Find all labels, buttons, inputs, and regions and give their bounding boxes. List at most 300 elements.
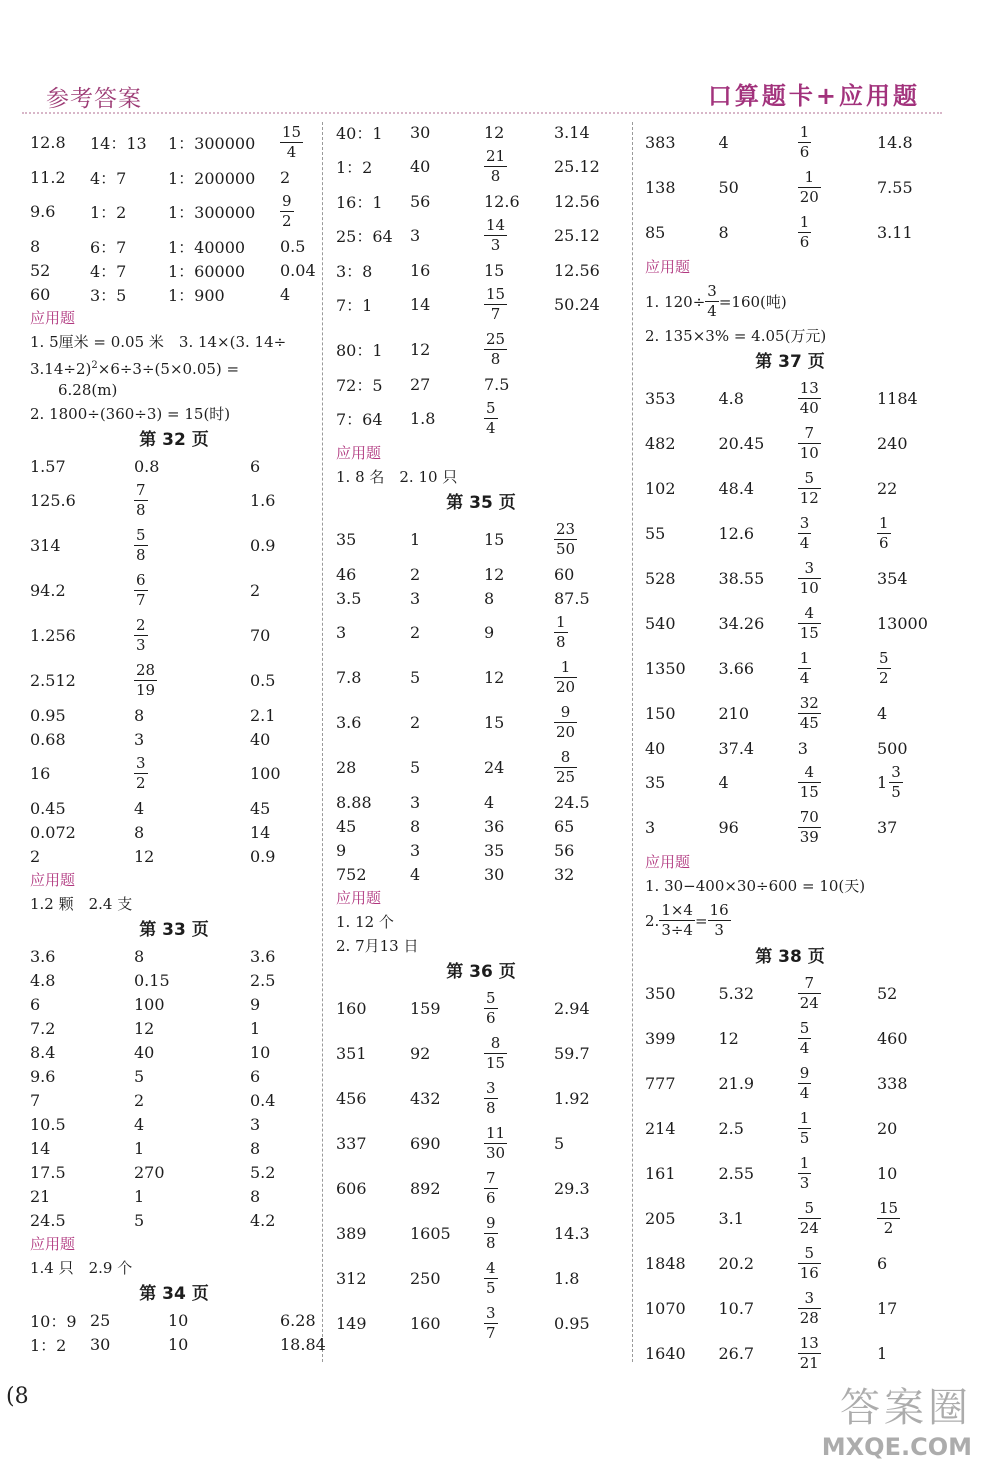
fraction-denominator: 25	[556, 768, 576, 786]
answer-value: 1：40000	[168, 237, 246, 257]
answer-cell	[645, 1119, 718, 1138]
answer-cell	[410, 295, 484, 314]
answer-value: 150	[645, 704, 676, 723]
answer-cell	[336, 530, 410, 549]
answer-cell	[484, 865, 554, 884]
answer-cell	[134, 457, 250, 476]
answer-cell	[168, 200, 280, 223]
answer-value: 5.32	[718, 984, 755, 1003]
answer-value: 1：2	[30, 1335, 67, 1355]
answer-value: 6	[30, 994, 41, 1014]
answer-cell	[798, 1336, 877, 1371]
fraction-denominator: 2	[282, 212, 292, 230]
fraction-numerator: 25	[486, 330, 506, 348]
answer-cell	[410, 1134, 484, 1153]
answer-cell	[90, 1335, 168, 1354]
answer-value: 2.55	[718, 1164, 755, 1183]
fraction-numerator: 1	[556, 613, 566, 631]
fraction-denominator: 15	[486, 1054, 506, 1072]
answer-value: 432	[410, 1089, 441, 1108]
answer-cell	[798, 606, 877, 641]
answer-row	[336, 327, 626, 372]
answer-cell	[645, 178, 718, 197]
answer-cell	[336, 1044, 410, 1063]
fraction	[484, 1261, 498, 1296]
answer-value: 60	[30, 284, 51, 304]
answer-row	[30, 1064, 318, 1088]
answer-cell	[798, 516, 877, 551]
answer-cell	[410, 157, 484, 176]
answer-cell	[484, 841, 554, 860]
answer-cell	[645, 524, 718, 543]
fraction	[798, 471, 821, 506]
answer-cell	[484, 793, 554, 812]
answer-cell	[484, 1171, 554, 1206]
answer-cell	[798, 1156, 877, 1191]
answer-value: 7.55	[877, 178, 913, 197]
answer-value: 354	[877, 569, 908, 588]
section-label: 应用题	[30, 871, 76, 889]
answer-cell	[336, 1179, 410, 1198]
answer-cell	[645, 1344, 718, 1363]
answer-value: 160	[410, 1314, 441, 1333]
answer-cell	[30, 581, 134, 600]
fraction-denominator: 5	[891, 783, 901, 801]
answer-cell	[168, 1311, 280, 1330]
answer-value: 606	[336, 1179, 367, 1198]
answer-value: 13000	[877, 614, 928, 633]
answer-cell	[250, 1043, 318, 1062]
answer-row	[645, 1241, 935, 1286]
answer-value: 3	[410, 588, 421, 608]
answer-value: 2.5	[718, 1119, 744, 1138]
answer-cell	[798, 1066, 877, 1101]
answer-value: 6：7	[90, 237, 127, 257]
answer-cell	[168, 259, 280, 282]
answer-cell	[250, 1187, 318, 1206]
answer-value: 2.1	[250, 705, 276, 725]
answer-cell	[798, 651, 877, 686]
answer-cell	[410, 1044, 484, 1063]
answer-cell	[798, 1021, 877, 1056]
answer-value: 1	[134, 1186, 145, 1206]
answer-value: 12.8	[30, 133, 66, 152]
answer-cell	[554, 1044, 626, 1063]
answer-cell	[336, 1314, 410, 1333]
fraction	[889, 765, 903, 800]
fraction	[798, 125, 812, 160]
answer-value: 16	[410, 260, 431, 280]
answer-cell	[134, 618, 250, 653]
answer-row	[336, 517, 626, 562]
fraction-numerator: 70	[799, 808, 819, 826]
answer-cell	[30, 995, 134, 1014]
answer-value: 3	[134, 729, 145, 749]
fraction	[798, 1066, 812, 1101]
answer-cell	[484, 758, 554, 777]
answer-cell	[554, 565, 626, 584]
answer-cell	[718, 1254, 797, 1273]
answer-cell	[484, 149, 554, 184]
fraction	[484, 1036, 507, 1071]
fraction-denominator: 20	[556, 678, 576, 696]
answer-row	[645, 556, 935, 601]
answer-row	[645, 760, 935, 805]
answer-cell	[877, 1254, 935, 1273]
answer-value: 28	[336, 758, 357, 777]
fraction	[798, 651, 812, 686]
fraction-numerator: 15	[282, 123, 302, 141]
fraction-denominator: 4	[286, 143, 297, 161]
answer-cell	[280, 237, 318, 256]
fraction	[798, 696, 821, 731]
fraction-denominator: 2	[879, 669, 889, 687]
answer-value: 8	[134, 822, 145, 842]
answer-cell	[134, 483, 250, 518]
answer-cell	[250, 730, 318, 749]
answer-cell	[336, 407, 410, 430]
answer-cell	[336, 224, 410, 247]
answer-cell	[30, 626, 134, 645]
answer-cell	[134, 1187, 250, 1206]
answer-row	[645, 1016, 935, 1061]
answer-cell	[410, 793, 484, 812]
answer-cell	[168, 166, 280, 189]
fraction-denominator: 8	[486, 1234, 496, 1252]
page-number-title: 第 33 页	[139, 920, 209, 940]
answer-value: 72：5	[336, 375, 383, 395]
answer-value: 138	[645, 178, 676, 197]
answer-cell	[554, 1134, 626, 1153]
answer-cell	[280, 194, 318, 229]
fraction-denominator: 39	[799, 828, 819, 846]
answer-value: 0.95	[554, 1314, 590, 1333]
page-number-title: 第 37 页	[755, 352, 825, 372]
fraction	[705, 284, 719, 319]
answer-cell	[877, 818, 935, 837]
answer-cell	[877, 569, 935, 588]
answer-row	[645, 376, 935, 421]
answer-row	[30, 944, 318, 968]
column-divider-2	[632, 122, 633, 1362]
answer-cell	[484, 991, 554, 1026]
answer-value: 55	[645, 524, 666, 543]
answer-cell	[484, 1216, 554, 1251]
answer-value: 14	[30, 1138, 51, 1158]
answer-value: 0.5	[250, 671, 276, 690]
fraction-denominator: 3	[490, 236, 501, 254]
answer-value: 38.55	[718, 569, 765, 588]
fraction-numerator: 28	[136, 661, 156, 679]
fraction-numerator: 13	[799, 379, 819, 397]
solution-line	[336, 934, 626, 958]
answer-cell	[484, 668, 554, 687]
answer-value: 12	[134, 1018, 155, 1038]
solution-text: 6.28(m)	[58, 381, 118, 399]
fraction	[798, 810, 821, 845]
answer-row	[645, 1286, 935, 1331]
fraction	[484, 991, 498, 1026]
answer-value: 482	[645, 434, 676, 453]
answer-value: 85	[645, 223, 666, 242]
fraction-denominator: 7	[490, 305, 501, 323]
answer-cell	[645, 1209, 718, 1228]
solution-text: 1.2 颗 2.4 支	[30, 895, 133, 913]
answer-cell	[645, 659, 718, 678]
answer-cell	[30, 133, 90, 152]
answer-cell	[134, 1211, 250, 1230]
answer-value: 161	[645, 1164, 676, 1183]
answer-value: 159	[410, 999, 441, 1018]
answer-value: 2.	[645, 911, 660, 930]
answer-value: 4	[718, 133, 729, 152]
answer-value: 752	[336, 864, 367, 884]
answer-value: 80：1	[336, 341, 383, 360]
answer-cell	[554, 793, 626, 812]
answer-cell	[718, 1029, 797, 1048]
answer-value: 337	[336, 1134, 367, 1153]
answer-cell	[336, 758, 410, 777]
answer-cell	[250, 457, 318, 476]
answer-cell	[645, 1074, 718, 1093]
answer-cell	[645, 773, 718, 792]
answer-value: 92	[410, 1044, 431, 1063]
answer-cell	[645, 1029, 718, 1048]
fraction-denominator: 10	[799, 579, 819, 597]
fraction-denominator: 50	[556, 540, 576, 558]
answer-value: 24	[484, 758, 505, 777]
header-title-left: 参考答案	[46, 86, 142, 112]
answer-value: 6	[250, 1066, 261, 1086]
answer-row	[645, 1061, 935, 1106]
answer-cell	[250, 1067, 318, 1086]
answer-cell	[336, 713, 410, 732]
solution-line	[645, 324, 935, 348]
answer-row	[336, 838, 626, 862]
answer-cell	[798, 471, 877, 506]
answer-cell	[554, 660, 626, 695]
answer-value: 383	[645, 133, 676, 152]
answer-row	[30, 751, 318, 796]
answer-row	[336, 655, 626, 700]
solution-text: 2. 135×3% = 4.05(万元)	[645, 327, 827, 345]
answer-value: 1：60000	[168, 261, 246, 281]
answer-cell	[484, 218, 554, 253]
answer-row	[336, 1076, 626, 1121]
answer-cell	[798, 976, 877, 1011]
answer-row	[645, 1151, 935, 1196]
answer-value: 690	[410, 1134, 441, 1153]
answer-row	[30, 796, 318, 820]
answer-cell	[484, 589, 554, 608]
answer-cell	[250, 1019, 318, 1038]
answer-value: 7：64	[336, 410, 383, 429]
answer-cell	[484, 1036, 554, 1071]
solution-line	[30, 378, 318, 402]
answer-cell	[30, 1139, 134, 1158]
answer-value: 160	[336, 999, 367, 1018]
answer-cell	[30, 491, 134, 510]
answer-cell	[554, 192, 626, 211]
solution-text: 3.14÷2)	[30, 360, 92, 378]
answer-cell	[645, 739, 718, 758]
answer-cell	[645, 434, 718, 453]
answer-value: 11.2	[30, 167, 66, 187]
answer-column-2	[336, 120, 626, 1346]
answer-row	[336, 1121, 626, 1166]
answer-row	[30, 1308, 318, 1332]
answer-value: 3.11	[877, 223, 913, 242]
answer-value: 20	[877, 1119, 898, 1138]
answer-cell	[250, 995, 318, 1014]
answer-cell	[718, 614, 797, 633]
answer-value: 15	[484, 260, 505, 280]
answer-cell	[554, 817, 626, 836]
answer-cell	[30, 799, 134, 818]
answer-value: 8	[134, 946, 145, 966]
answer-row	[336, 1166, 626, 1211]
answer-cell	[877, 434, 935, 453]
fraction	[134, 483, 148, 518]
fraction-numerator: 9	[282, 192, 292, 210]
answer-column-3	[645, 120, 935, 1376]
answer-cell	[336, 293, 410, 316]
fraction	[554, 660, 577, 695]
answer-cell	[798, 1201, 877, 1236]
fraction-denominator: 21	[799, 1354, 819, 1372]
answer-value: 1	[134, 1138, 145, 1158]
answer-value: 1. 120÷	[645, 292, 706, 311]
answer-value: 25	[90, 1310, 111, 1330]
answer-cell	[410, 841, 484, 860]
fraction	[798, 1111, 812, 1146]
answer-cell	[134, 1163, 250, 1182]
answer-value: 3	[645, 818, 656, 837]
fraction	[798, 976, 821, 1011]
fraction	[554, 522, 577, 557]
fraction	[798, 561, 821, 596]
answer-row	[30, 703, 318, 727]
answer-value: 10.7	[718, 1299, 755, 1318]
answer-cell	[877, 765, 935, 800]
answer-cell	[410, 1269, 484, 1288]
fraction-numerator: 3	[136, 754, 146, 772]
fraction-denominator: 4	[799, 1084, 810, 1102]
answer-value: 5	[134, 1210, 145, 1230]
answer-cell	[798, 1246, 877, 1281]
answer-cell	[30, 1187, 134, 1206]
answer-value: 12	[718, 1029, 739, 1048]
watermark	[822, 1376, 972, 1461]
answer-value: 1070	[645, 1299, 686, 1318]
answer-value: 2	[30, 846, 41, 866]
answer-value: 0.4	[250, 1090, 276, 1110]
fraction-numerator: 1	[879, 514, 889, 532]
answer-cell	[410, 565, 484, 584]
fraction	[798, 1246, 821, 1281]
answer-cell	[30, 1211, 134, 1230]
answer-cell	[336, 190, 410, 213]
answer-cell	[168, 131, 280, 154]
answer-value: 3：5	[90, 285, 127, 305]
fraction	[134, 663, 157, 698]
answer-value: 3	[336, 623, 347, 642]
answer-value: 4	[718, 773, 729, 792]
answer-cell	[134, 947, 250, 966]
answer-value: 5	[554, 1134, 565, 1153]
answer-cell	[645, 133, 718, 152]
fraction-numerator: 4	[804, 604, 815, 622]
answer-value: 2	[280, 167, 291, 187]
answer-cell	[280, 125, 318, 160]
fraction-denominator: 20	[556, 723, 576, 741]
fraction-numerator: 15	[879, 1199, 899, 1217]
answer-cell	[484, 192, 554, 211]
answer-value: 3	[410, 840, 421, 860]
fraction-denominator: 4	[799, 534, 810, 552]
answer-cell	[410, 261, 484, 280]
answer-value: 10：9	[30, 1311, 77, 1331]
answer-row	[645, 421, 935, 466]
fraction	[877, 516, 891, 551]
answer-cell	[280, 168, 318, 187]
answer-cell	[484, 375, 554, 394]
answer-cell	[718, 739, 797, 758]
answer-cell	[798, 125, 877, 160]
fraction-numerator: 16	[709, 901, 729, 919]
answer-cell	[30, 1333, 90, 1356]
answer-value: 70	[250, 626, 271, 645]
solution-line	[30, 330, 318, 354]
answer-value: 14.8	[877, 133, 913, 152]
answer-value: 32	[554, 864, 575, 884]
answer-value: 18.84	[280, 1334, 326, 1354]
answer-cell	[554, 750, 626, 785]
answer-value: 270	[134, 1162, 165, 1182]
answer-cell	[554, 123, 626, 142]
answer-cell	[554, 226, 626, 245]
fraction-numerator: 1	[560, 658, 571, 676]
answer-cell	[336, 259, 410, 282]
fraction-numerator: 7	[804, 974, 815, 992]
answer-cell	[250, 799, 318, 818]
fraction	[798, 1336, 821, 1371]
answer-row	[30, 258, 318, 282]
fraction-denominator: 4	[799, 669, 810, 687]
answer-cell	[134, 823, 250, 842]
answer-cell	[134, 730, 250, 749]
answer-value: 15	[484, 530, 505, 549]
fraction-numerator: 7	[804, 424, 815, 442]
answer-row	[30, 234, 318, 258]
answer-value: 1605	[410, 1224, 451, 1243]
answer-cell	[30, 847, 134, 866]
answer-row	[30, 613, 318, 658]
fraction-numerator: 8	[490, 1034, 501, 1052]
answer-value: 1.256	[30, 626, 76, 645]
answer-cell	[134, 1067, 250, 1086]
answer-row	[336, 1256, 626, 1301]
answer-value: 9	[250, 994, 261, 1014]
answer-row	[30, 992, 318, 1016]
answer-value: 3.66	[718, 659, 755, 678]
answer-row	[645, 210, 935, 255]
answer-cell	[410, 192, 484, 211]
answer-cell	[410, 758, 484, 777]
answer-cell	[250, 1211, 318, 1230]
answer-value: 8.4	[30, 1042, 56, 1062]
fraction-numerator: 13	[799, 1334, 819, 1352]
